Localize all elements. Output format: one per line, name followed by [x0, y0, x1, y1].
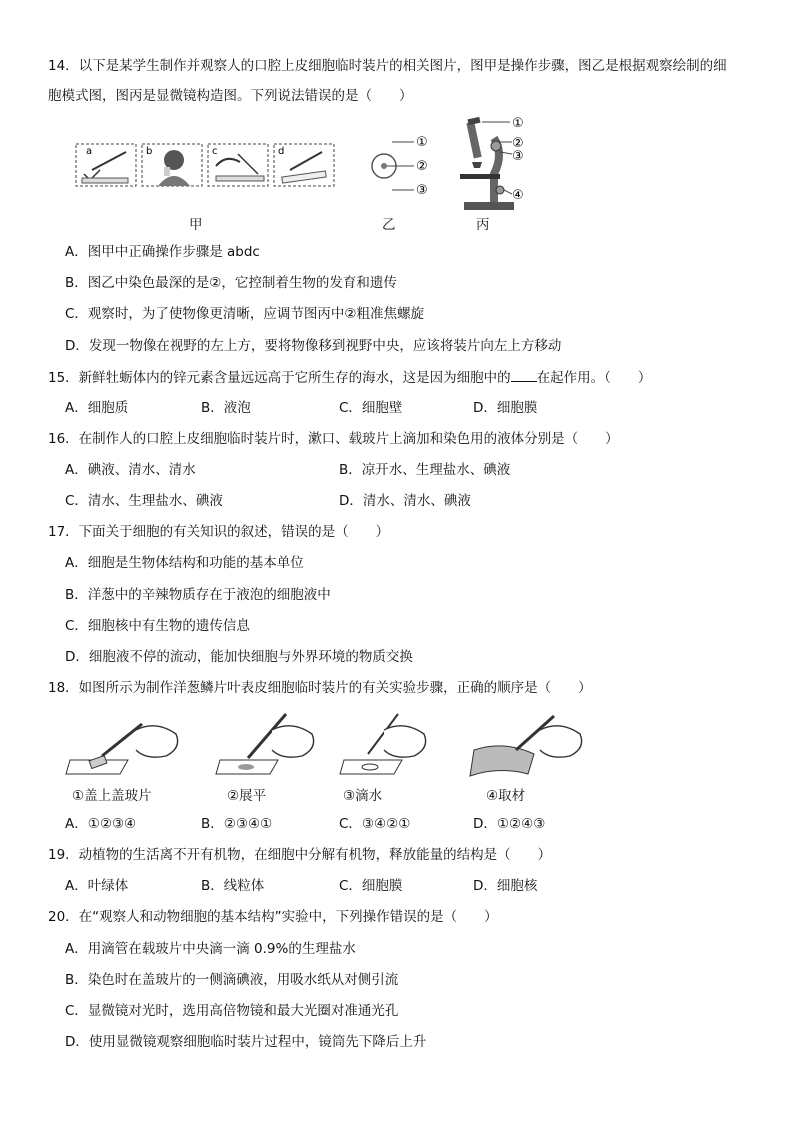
- step-label-b: b: [146, 146, 153, 157]
- q16-option-d[interactable]: D．清水、清水、碘液: [339, 493, 471, 509]
- q19-option-b[interactable]: B．线粒体: [201, 878, 265, 894]
- q20-option-a[interactable]: A．用滴管在载玻片中央滴一滴 0.9%的生理盐水: [65, 941, 356, 957]
- yi-label-3: ③: [416, 183, 428, 198]
- q14-option-d[interactable]: D．发现一物像在视野的左上方，要将物像移到视野中央，应该将装片向左上方移动: [65, 338, 562, 354]
- bing-label-2: ②: [512, 136, 524, 151]
- q16-stem: 16．在制作人的口腔上皮细胞临时装片时，漱口、载玻片上滴加和染色用的液体分别是（ ）: [48, 431, 619, 447]
- q18-figure: [66, 710, 586, 782]
- q19-stem: 19．动植物的生活离不开有机物，在细胞中分解有机物，释放能量的结构是（ ）: [48, 847, 552, 863]
- q18-step-spread: [216, 714, 314, 774]
- q19-option-d[interactable]: D．细胞核: [473, 878, 538, 894]
- q15-stem: [48, 368, 651, 387]
- q14-caption-jia: 甲: [189, 217, 203, 233]
- q15-stem-post: 在起作用。（ ）: [536, 370, 652, 386]
- q17-option-b[interactable]: B．洋葱中的辛辣物质存在于液泡的细胞液中: [65, 587, 331, 603]
- q18-caption-2: ②展平: [227, 788, 267, 804]
- q19-option-c[interactable]: C．细胞膜: [339, 878, 403, 894]
- q18-step-take-material: [470, 716, 582, 776]
- q18-option-a[interactable]: A．①②③④: [65, 816, 137, 832]
- q16-option-c[interactable]: C．清水、生理盐水、碘液: [65, 493, 223, 509]
- step-panel-b: [142, 144, 202, 186]
- q17-option-c[interactable]: C．细胞核中有生物的遗传信息: [65, 618, 250, 634]
- q17-option-a[interactable]: A．细胞是生物体结构和功能的基本单位: [65, 555, 304, 571]
- q14-stem-line2: 胞模式图，图丙是显微镜构造图。下列说法错误的是（ ）: [48, 88, 413, 104]
- q15-blank: [511, 368, 537, 382]
- q20-option-d[interactable]: D．使用显微镜观察细胞临时装片过程中，镜筒先下降后上升: [65, 1034, 427, 1050]
- q15-stem-pre: 15．新鲜牡蛎体内的锌元素含量远远高于它所生存的海水，这是因为细胞中的: [48, 370, 511, 386]
- q18-caption-4: ④取材: [486, 788, 526, 804]
- cell-nucleus: [381, 163, 387, 169]
- q16-option-b[interactable]: B．凉开水、生理盐水、碘液: [339, 462, 511, 478]
- q20-option-b[interactable]: B．染色时在盖玻片的一侧滴碘液，用吸水纸从对侧引流: [65, 972, 399, 988]
- bing-label-3: ③: [512, 149, 524, 164]
- yi-label-2: ②: [416, 159, 428, 174]
- bing-label-4: ④: [512, 188, 524, 203]
- step-panel-c: [208, 144, 268, 186]
- q14-stem-line1: 14．以下是某学生制作并观察人的口腔上皮细胞临时装片的相关图片，图甲是操作步骤，图乙是根据观察绘制的细: [48, 58, 727, 74]
- q14-figure-jia: [76, 140, 338, 190]
- q18-option-b[interactable]: B．②③④①: [201, 816, 273, 832]
- q18-option-d[interactable]: D．①②④③: [473, 816, 546, 832]
- q17-option-d[interactable]: D．细胞液不停的流动，能加快细胞与外界环境的物质交换: [65, 649, 413, 665]
- q17-stem: 17．下面关于细胞的有关知识的叙述，错误的是（ ）: [48, 524, 390, 540]
- q16-option-a[interactable]: A．碘液、清水、清水: [65, 462, 196, 478]
- q14-option-c[interactable]: C．观察时，为了使物像更清晰，应调节图丙中②粗准焦螺旋: [65, 306, 425, 322]
- q14-figure-bing: [448, 114, 538, 214]
- q18-step-cover-slip: [66, 724, 178, 774]
- q14-caption-bing: 丙: [476, 217, 490, 233]
- bing-label-1: ①: [512, 116, 524, 131]
- q18-option-c[interactable]: C．③④②①: [339, 816, 411, 832]
- step-label-c: c: [212, 146, 218, 157]
- q14-option-b[interactable]: B．图乙中染色最深的是②，它控制着生物的发育和遗传: [65, 275, 397, 291]
- q15-option-d[interactable]: D．细胞膜: [473, 400, 538, 416]
- q15-option-c[interactable]: C．细胞壁: [339, 400, 403, 416]
- q18-caption-1: ①盖上盖玻片: [72, 788, 152, 804]
- yi-label-1: ①: [416, 135, 428, 150]
- step-label-d: d: [278, 146, 285, 157]
- q15-option-a[interactable]: A．细胞质: [65, 400, 129, 416]
- q19-option-a[interactable]: A．叶绿体: [65, 878, 129, 894]
- q14-caption-yi: 乙: [382, 217, 396, 233]
- q20-option-c[interactable]: C．显微镜对光时，选用高倍物镜和最大光圈对准通光孔: [65, 1003, 399, 1019]
- q20-stem: 20．在“观察人和动物细胞的基本结构”实验中，下列操作错误的是（ ）: [48, 909, 498, 925]
- q18-caption-3: ③滴水: [343, 788, 383, 804]
- q14-option-a[interactable]: A．图甲中正确操作步骤是 abdc: [65, 244, 260, 260]
- step-panel-d: [274, 144, 334, 186]
- q18-step-drip-water: [340, 714, 426, 774]
- step-panel-a: [76, 144, 136, 186]
- q14-figure-yi: [370, 132, 440, 202]
- step-label-a: a: [86, 146, 93, 157]
- q15-option-b[interactable]: B．液泡: [201, 400, 251, 416]
- q18-stem: 18．如图所示为制作洋葱鳞片叶表皮细胞临时装片的有关实验步骤，正确的顺序是（ ）: [48, 680, 592, 696]
